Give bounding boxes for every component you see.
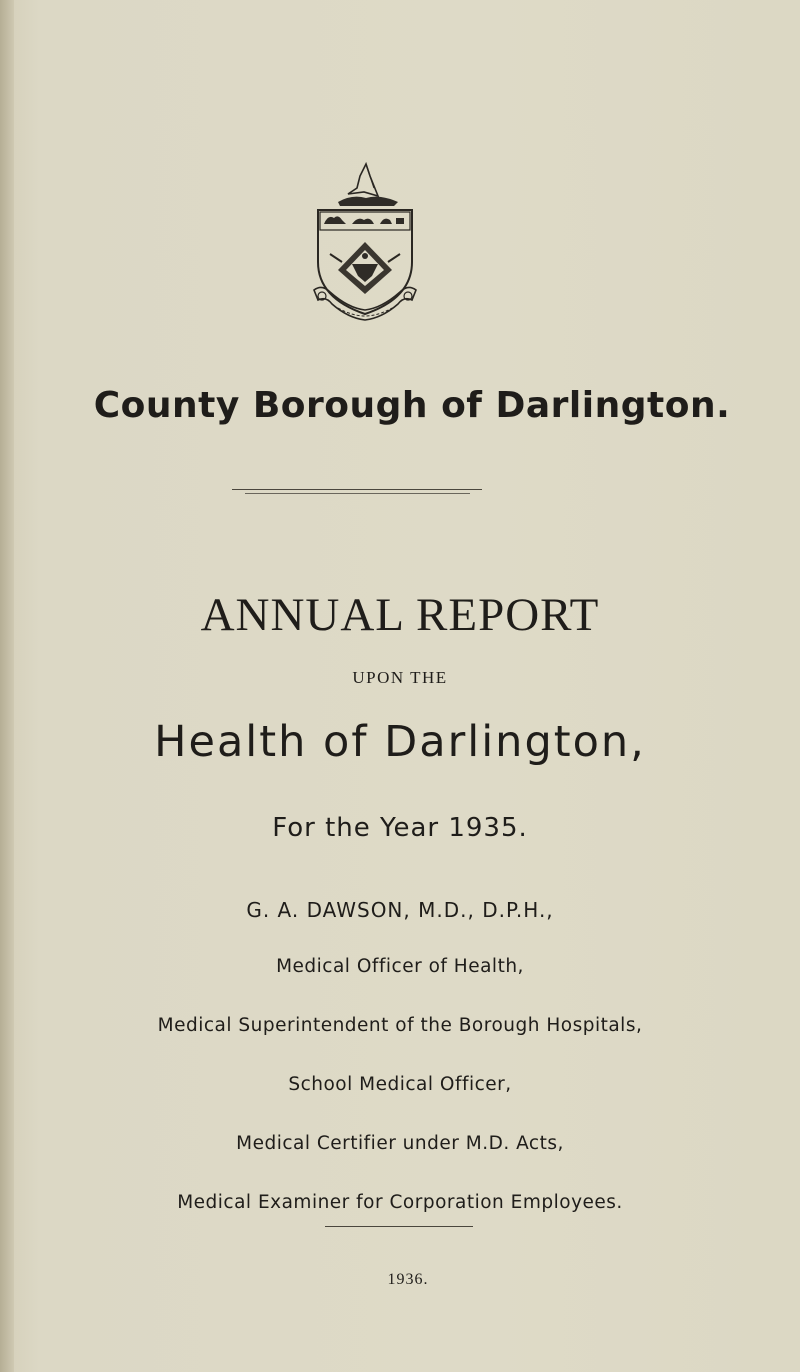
- report-title: ANNUAL REPORT: [200, 589, 600, 641]
- report-period: For the Year 1935.: [272, 813, 528, 843]
- author-role: Medical Examiner for Corporation Employees.: [177, 1192, 623, 1213]
- author-role: Medical Officer of Health,: [276, 956, 524, 977]
- report-subject: Health of Darlington,: [154, 717, 646, 767]
- author-role: School Medical Officer,: [288, 1074, 512, 1095]
- title-divider: [232, 489, 482, 490]
- title-divider-inner: [245, 493, 470, 494]
- report-connector: UPON THE: [352, 668, 448, 687]
- author-name: G. A. DAWSON, M.D., D.P.H.,: [246, 898, 554, 922]
- footer-divider: [325, 1226, 473, 1227]
- publication-year: 1936.: [387, 1271, 429, 1288]
- author-role: Medical Superintendent of the Borough Hospitals,: [157, 1015, 643, 1036]
- coat-of-arms-icon: [308, 158, 420, 330]
- author-role: Medical Certifier under M.D. Acts,: [236, 1133, 564, 1154]
- authority-title: County Borough of Darlington.: [93, 385, 731, 426]
